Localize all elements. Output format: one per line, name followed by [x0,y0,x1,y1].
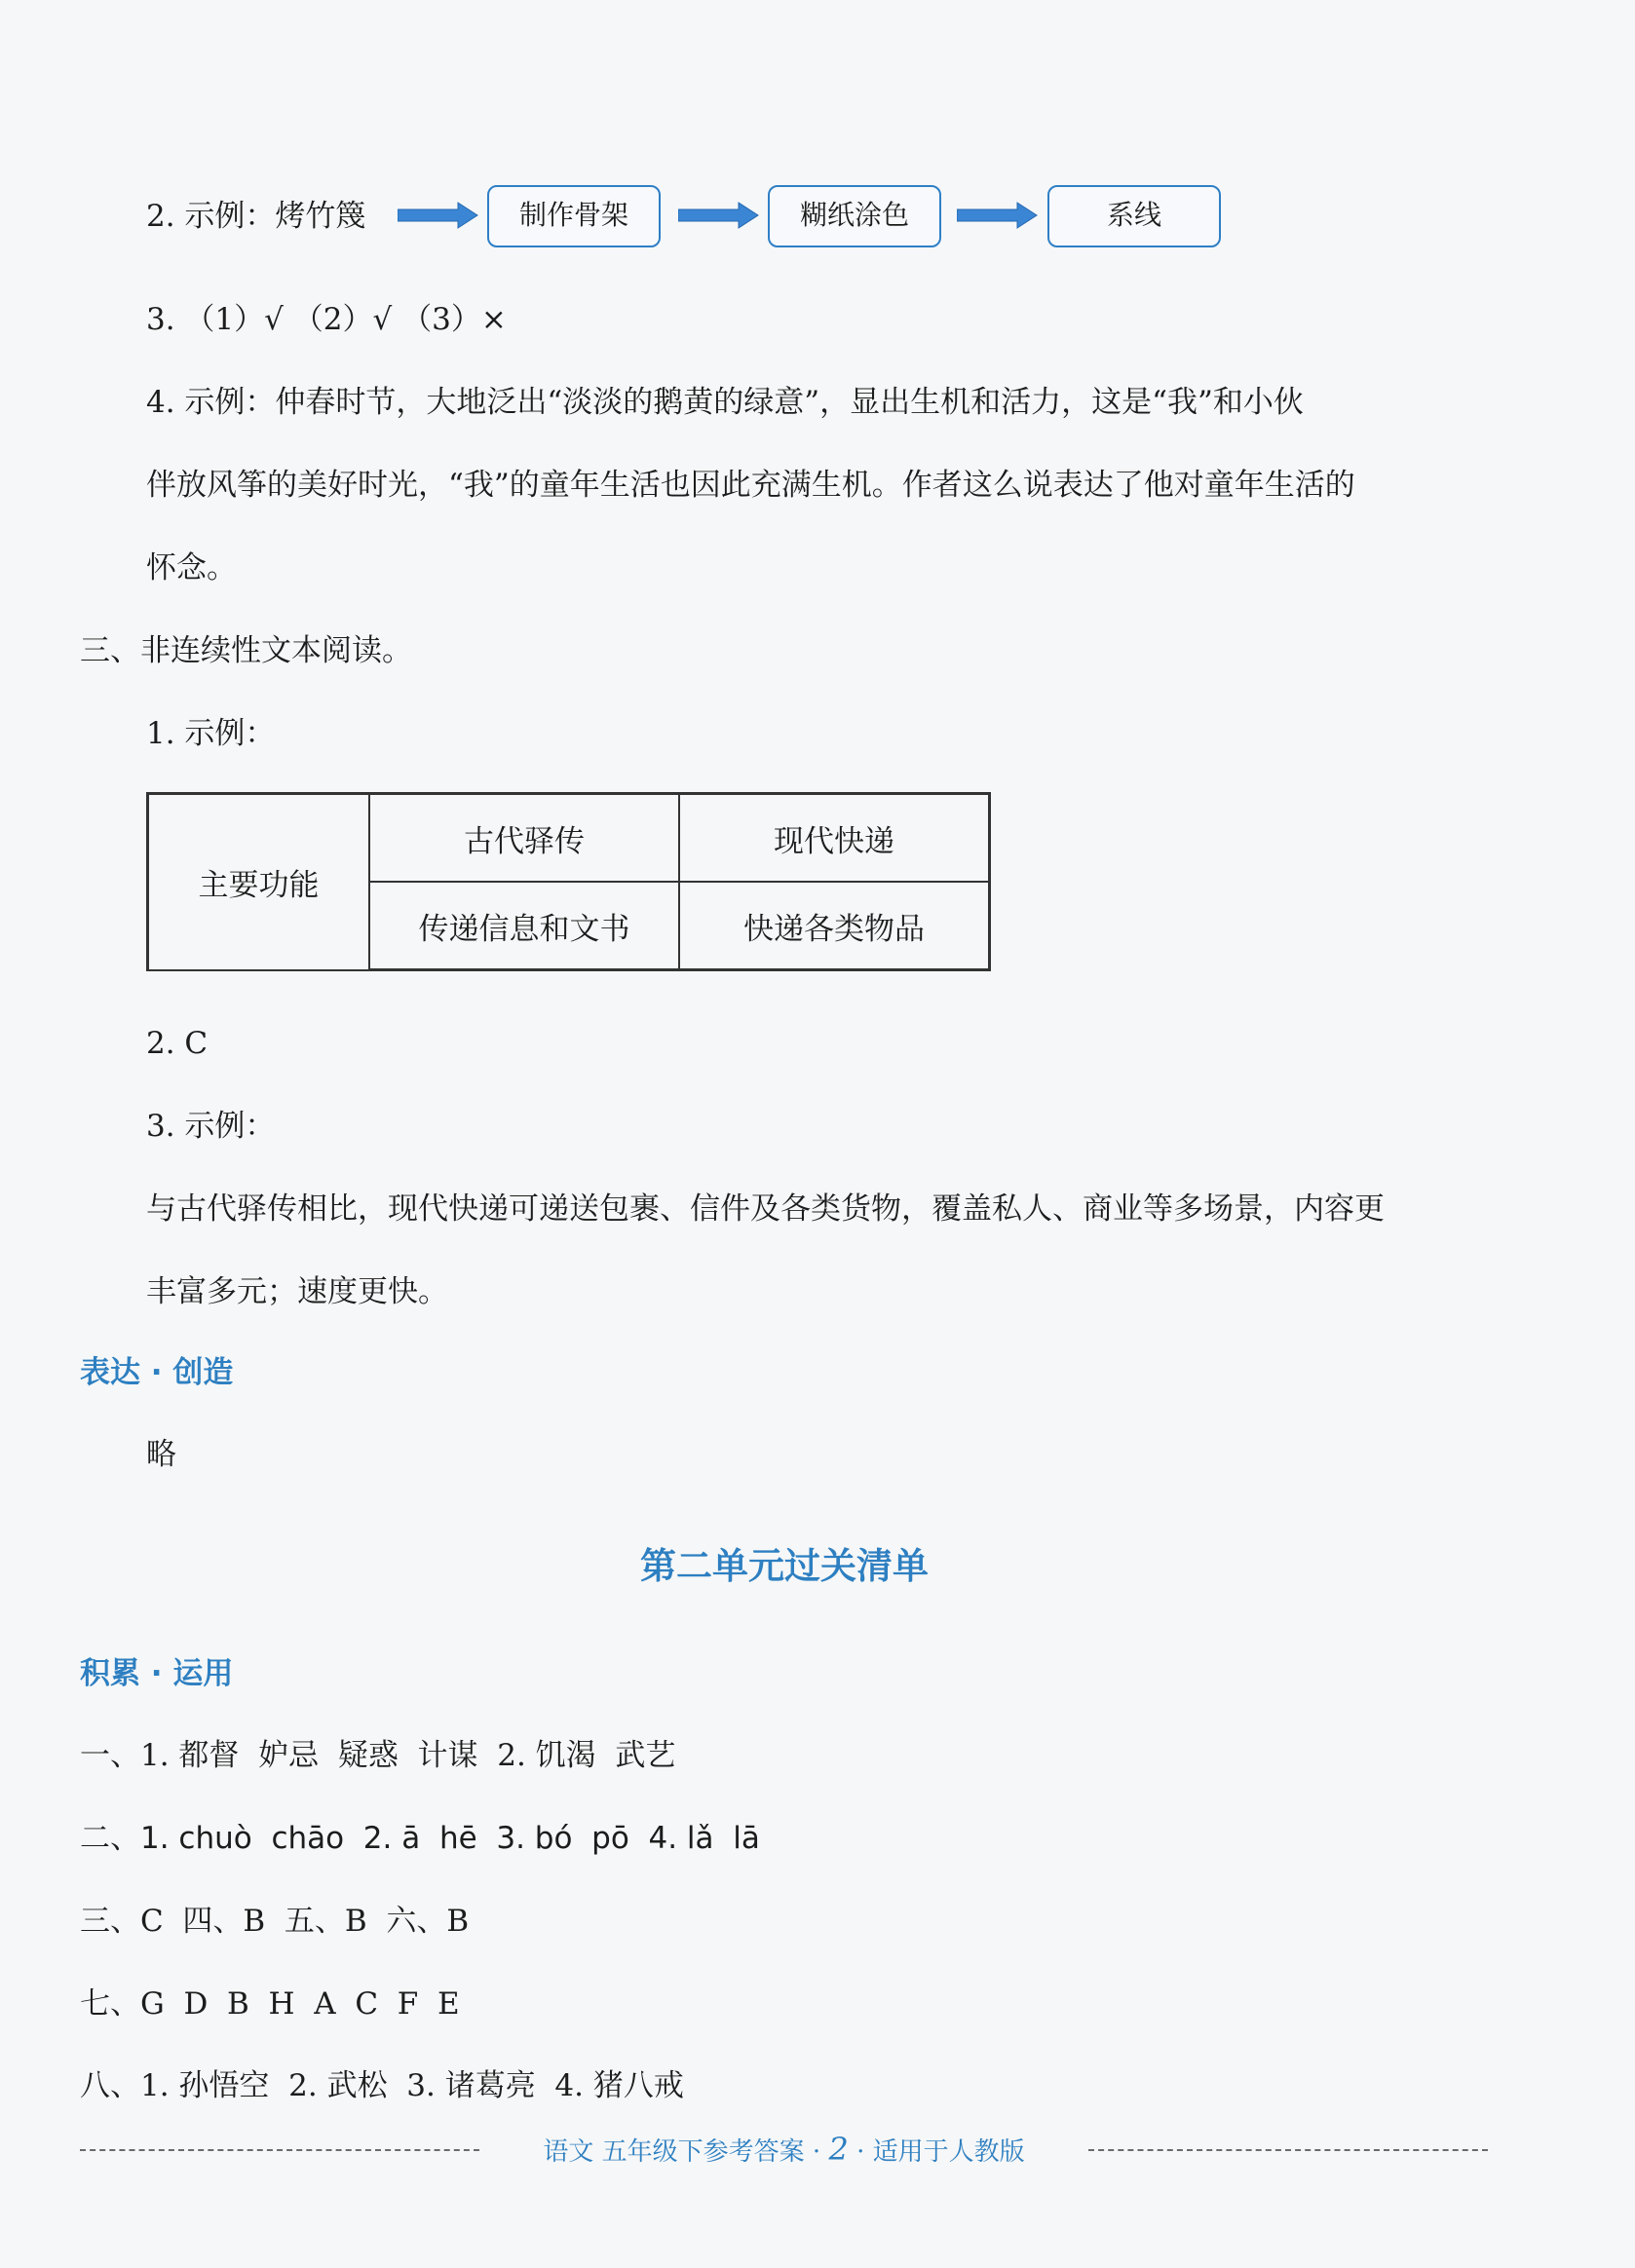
flow-step-2: 糊纸涂色 [768,185,941,247]
footer-text [80,2132,1488,2170]
unit-2-line-1: 一、1. 都督 妒忌 疑惑 计谋 2. 饥渴 武艺 [80,1738,676,1773]
footer-left: 语文 五年级下参考答案 · [543,2137,821,2167]
section-3-title: 三、非连续性文本阅读。 [80,633,412,668]
table-cell-modern-value: 快递各类物品 [679,882,990,970]
page-footer [80,2132,1488,2167]
arrow-icon [678,201,760,230]
q3-answers: 3. （1）√ （2）√ （3）× [146,302,507,337]
table-cell-ancient-value: 传递信息和文书 [369,882,679,970]
arrow-icon [398,201,479,230]
section-3-q2: 2. C [146,1026,209,1061]
unit-2-title: 第二单元过关清单 [640,1544,929,1587]
express-heading: 表达 · 创造 [80,1355,234,1390]
unit-2-heading: 积累 · 运用 [80,1656,234,1691]
q2-prefix: 2. 示例：烤竹篾 [146,199,366,234]
flow-step-1: 制作骨架 [487,185,661,247]
section-3-q3-line-1: 与古代驿传相比，现代快递可递送包裹、信件及各类货物，覆盖私人、商业等多场景，内容更 [146,1191,1385,1227]
table-row-header: 主要功能 [148,794,370,970]
q4-line-2: 伴放风筝的美好时光，“我”的童年生活也因此充满生机。作者这么说表达了他对童年生活的 [146,468,1355,503]
function-table [146,792,991,971]
q4-line-1: 4. 示例：仲春时节，大地泛出“淡淡的鹅黄的绿意”，显出生机和活力，这是“我”和小伙 [146,385,1304,420]
section-3-q1: 1. 示例： [146,716,276,751]
express-answer: 略 [146,1437,176,1472]
unit-2-line-5: 八、1. 孙悟空 2. 武松 3. 诸葛亮 4. 猪八戒 [80,2068,684,2103]
flow-step-3: 系线 [1047,185,1221,247]
unit-2-line-2: 二、1. chuò chāo 2. ā hē 3. bó pō 4. lǎ lā [80,1821,760,1856]
footer-right: · 适用于人教版 [856,2137,1025,2167]
table-col-ancient: 古代驿传 [369,794,679,883]
unit-2-line-4: 七、G D B H A C F E [80,1986,460,2022]
q4-line-3: 怀念。 [146,550,237,586]
arrow-icon [957,201,1039,230]
unit-2-line-3: 三、C 四、B 五、B 六、B [80,1904,470,1939]
page-number: 2 [828,2131,849,2168]
table-col-modern: 现代快递 [679,794,990,883]
section-3-q3: 3. 示例： [146,1109,276,1144]
section-3-q3-line-2: 丰富多元；速度更快。 [146,1274,448,1309]
